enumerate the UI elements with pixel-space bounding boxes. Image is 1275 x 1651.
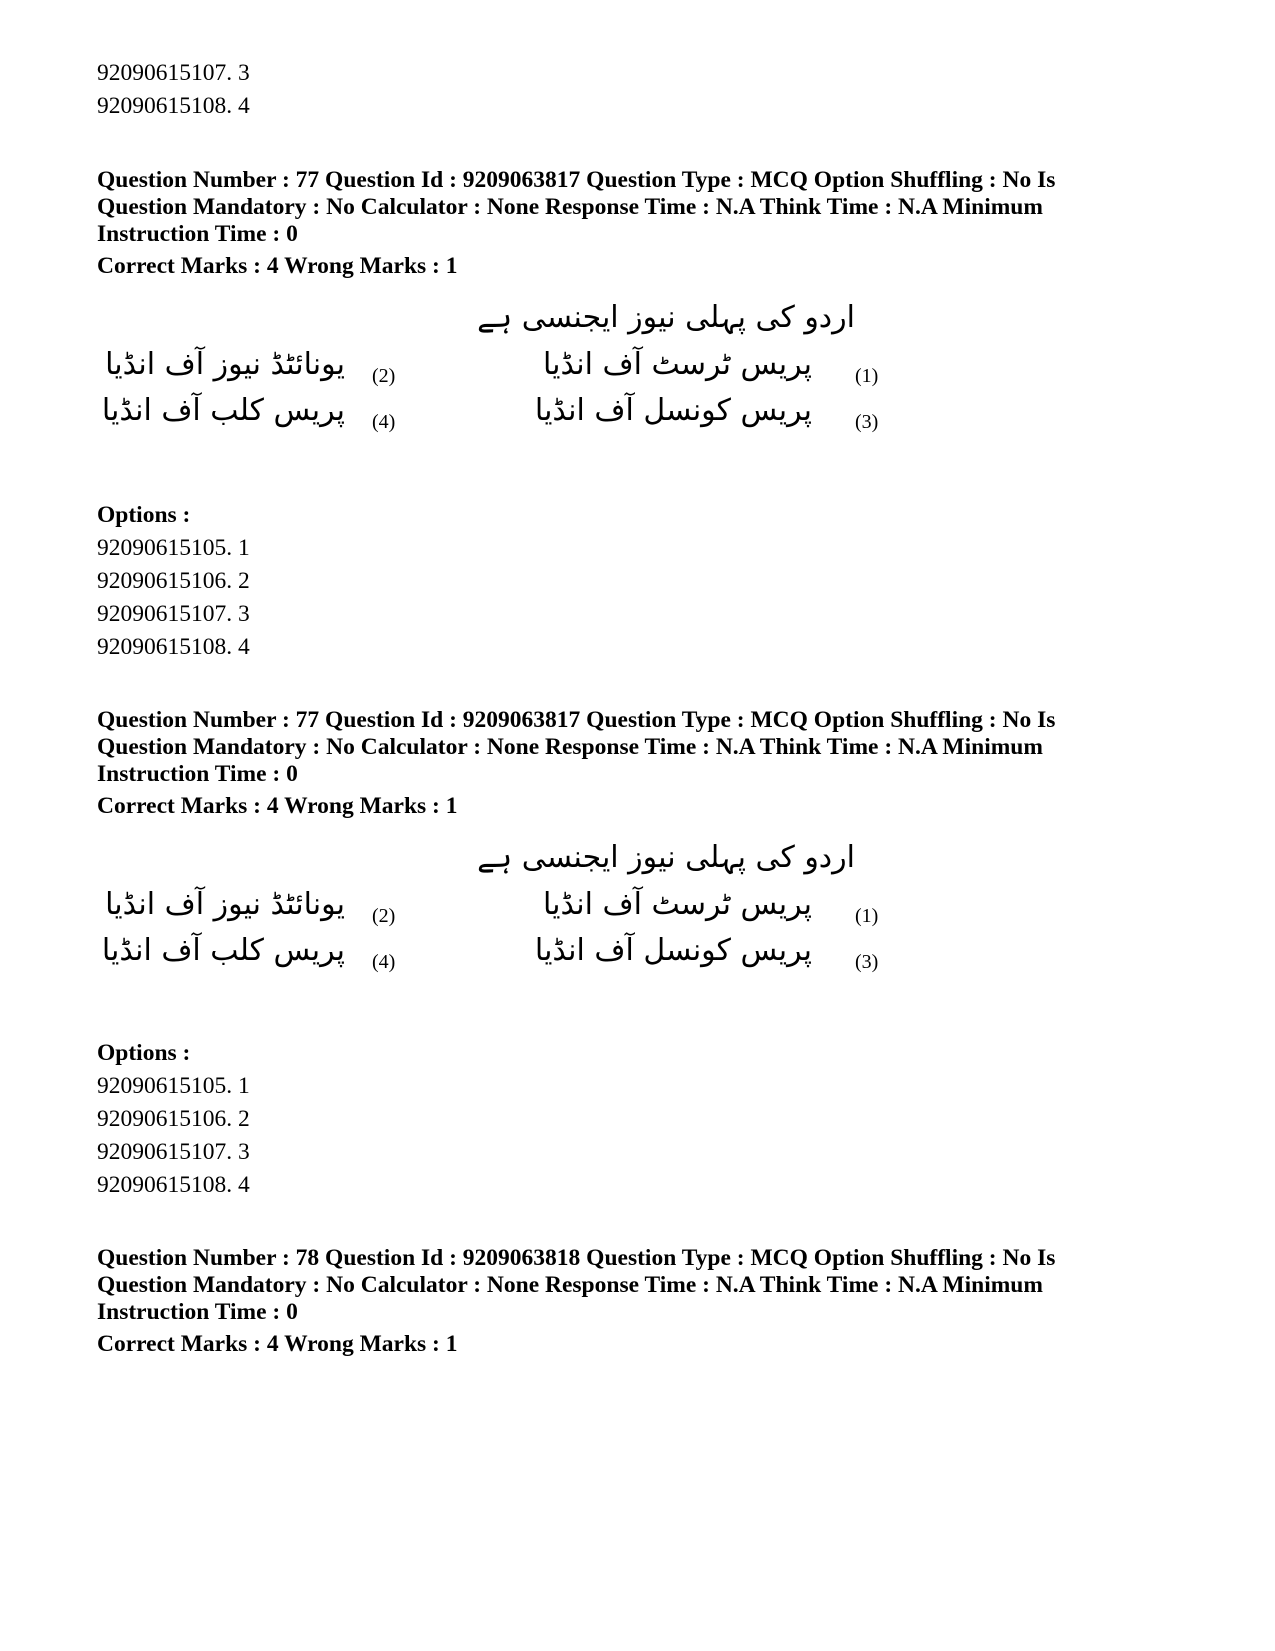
option-line: 92090615106. 2 <box>97 568 250 594</box>
urdu-choice-text: پریس کلب آف انڈیا <box>101 933 345 968</box>
option-line: 92090615105. 1 <box>97 1073 250 1099</box>
option-line: 92090615107. 3 <box>97 60 250 86</box>
option-line: 92090615105. 1 <box>97 535 250 561</box>
question-header-line: Question Number : 77 Question Id : 9209063817 Question Type : MCQ Option Shuffling : No Is <box>97 167 1056 193</box>
choice-number: (1) <box>855 905 879 927</box>
choice-number: (1) <box>855 365 879 387</box>
option-line: 92090615108. 4 <box>97 93 250 119</box>
question-header-line: Question Mandatory : No Calculator : None Response Time : N.A Think Time : N.A Minimum <box>97 734 1043 760</box>
question-marks: Correct Marks : 4 Wrong Marks : 1 <box>97 253 458 279</box>
question-header-line: Question Number : 77 Question Id : 9209063817 Question Type : MCQ Option Shuffling : No Is <box>97 707 1056 733</box>
option-line: 92090615107. 3 <box>97 1139 250 1165</box>
option-line: 92090615106. 2 <box>97 1106 250 1132</box>
question-header-line: Instruction Time : 0 <box>97 221 298 247</box>
urdu-choice-text: پریس کونسل آف انڈیا <box>534 933 812 968</box>
question-header-line: Question Mandatory : No Calculator : None Response Time : N.A Think Time : N.A Minimum <box>97 1272 1043 1298</box>
options-label: Options : <box>97 502 191 528</box>
choice-number: (2) <box>372 905 396 927</box>
choice-number: (3) <box>855 411 879 433</box>
choice-number: (3) <box>855 951 879 973</box>
urdu-choice-text: پریس کونسل آف انڈیا <box>534 393 812 428</box>
urdu-question-stem: اردو کی پہلی نیوز ایجنسی ہے <box>477 300 855 335</box>
question-marks: Correct Marks : 4 Wrong Marks : 1 <box>97 793 458 819</box>
urdu-choice-text: یونائٹڈ نیوز آف انڈیا <box>105 347 345 382</box>
question-marks: Correct Marks : 4 Wrong Marks : 1 <box>97 1331 458 1357</box>
option-line: 92090615108. 4 <box>97 1172 250 1198</box>
question-header-line: Question Mandatory : No Calculator : None Response Time : N.A Think Time : N.A Minimum <box>97 194 1043 220</box>
choice-number: (4) <box>372 951 396 973</box>
question-header-line: Instruction Time : 0 <box>97 1299 298 1325</box>
question-header-line: Instruction Time : 0 <box>97 761 298 787</box>
question-header-line: Question Number : 78 Question Id : 9209063818 Question Type : MCQ Option Shuffling : No Is <box>97 1245 1056 1271</box>
urdu-choice-text: پریس ٹرسٹ آف انڈیا <box>543 347 812 382</box>
urdu-question-stem: اردو کی پہلی نیوز ایجنسی ہے <box>477 840 855 875</box>
choice-number: (4) <box>372 411 396 433</box>
option-line: 92090615107. 3 <box>97 601 250 627</box>
choice-number: (2) <box>372 365 396 387</box>
options-label: Options : <box>97 1040 191 1066</box>
urdu-choice-text: پریس ٹرسٹ آف انڈیا <box>543 887 812 922</box>
urdu-choice-text: پریس کلب آف انڈیا <box>101 393 345 428</box>
option-line: 92090615108. 4 <box>97 634 250 660</box>
urdu-choice-text: یونائٹڈ نیوز آف انڈیا <box>105 887 345 922</box>
